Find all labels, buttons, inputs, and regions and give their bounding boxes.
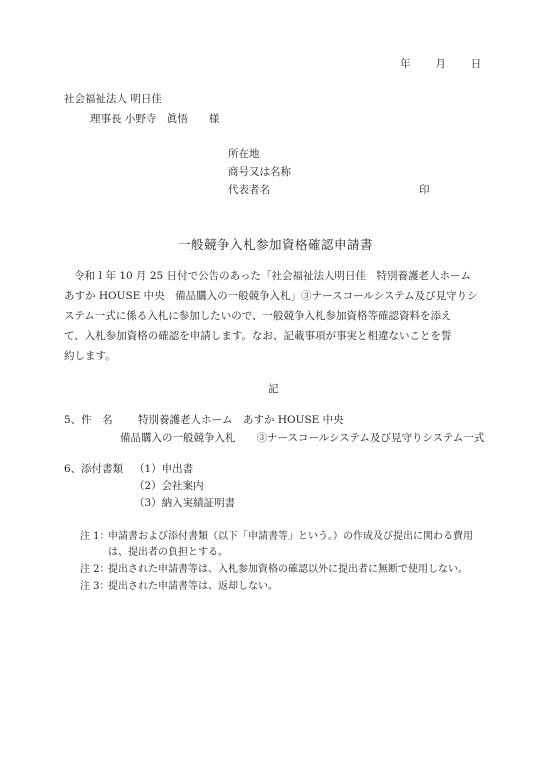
body-line: ステム一式に係る入札に参加したいので、一般競争入札参加資格等確認資料を添え xyxy=(64,310,452,322)
attachment-item: （1）申出書 xyxy=(134,463,194,475)
note-label: 注 2： xyxy=(80,564,110,575)
attachment-item: （3）納入実績証明書 xyxy=(134,497,236,509)
item5-label: 5、件 名 xyxy=(64,414,113,426)
note-text: 提出された申請書等は、入札参加資格の確認以外に提出者に無断で使用しない。 xyxy=(108,564,468,575)
document-title: 一般競争入札参加資格確認申請書 xyxy=(178,237,374,252)
sender-address-label: 所在地 xyxy=(228,148,260,160)
date-line xyxy=(400,58,481,72)
note-text: 申請書および添付書類（以下「申請書等」という。）の作成及び提出に関わる費用 xyxy=(108,531,473,542)
date-month: 月 xyxy=(435,58,446,70)
body-line: て、入札参加資格の確認を申請します。なお、記載事項が事実と相違ないことを誓 xyxy=(64,330,452,342)
attachment-item: （2）会社案内 xyxy=(134,480,204,492)
body-line: あすか HOUSE 中央 備品購入の一般競争入札」③ナースコールシステム及び見守りシ xyxy=(64,290,478,302)
body-line: 約します。 xyxy=(64,350,116,362)
item5-line2: 備品購入の一般競争入札 ③ナースコールシステム及び見守りシステム一式 xyxy=(120,432,485,444)
seal-mark: 印 xyxy=(419,184,430,196)
date-year: 年 xyxy=(400,58,411,70)
addressee-org: 社会福祉法人 明日佳 xyxy=(64,93,162,105)
sender-name-label: 商号又は名称 xyxy=(228,166,291,178)
note-label: 注 3： xyxy=(80,581,110,592)
note-text: は、提出者の負担とする。 xyxy=(108,547,228,558)
note-label: 注 1： xyxy=(80,531,110,542)
note-text: 提出された申請書等は、返却しない。 xyxy=(108,581,278,592)
item6-label: 6、添付書類 xyxy=(64,463,124,475)
addressee-person: 理事長 小野寺 眞悟 様 xyxy=(90,113,220,125)
sender-rep-label: 代表者名 xyxy=(228,184,270,196)
body-line: 令和１年 10 月 25 日付で公告のあった「社会福祉法人明日佳 特別養護老人ホーム xyxy=(74,270,471,282)
body-paragraph xyxy=(64,266,484,366)
item5-line1: 特別養護老人ホーム あすか HOUSE 中央 xyxy=(138,414,344,426)
ki-heading: 記 xyxy=(268,383,279,395)
date-day: 日 xyxy=(470,58,482,70)
